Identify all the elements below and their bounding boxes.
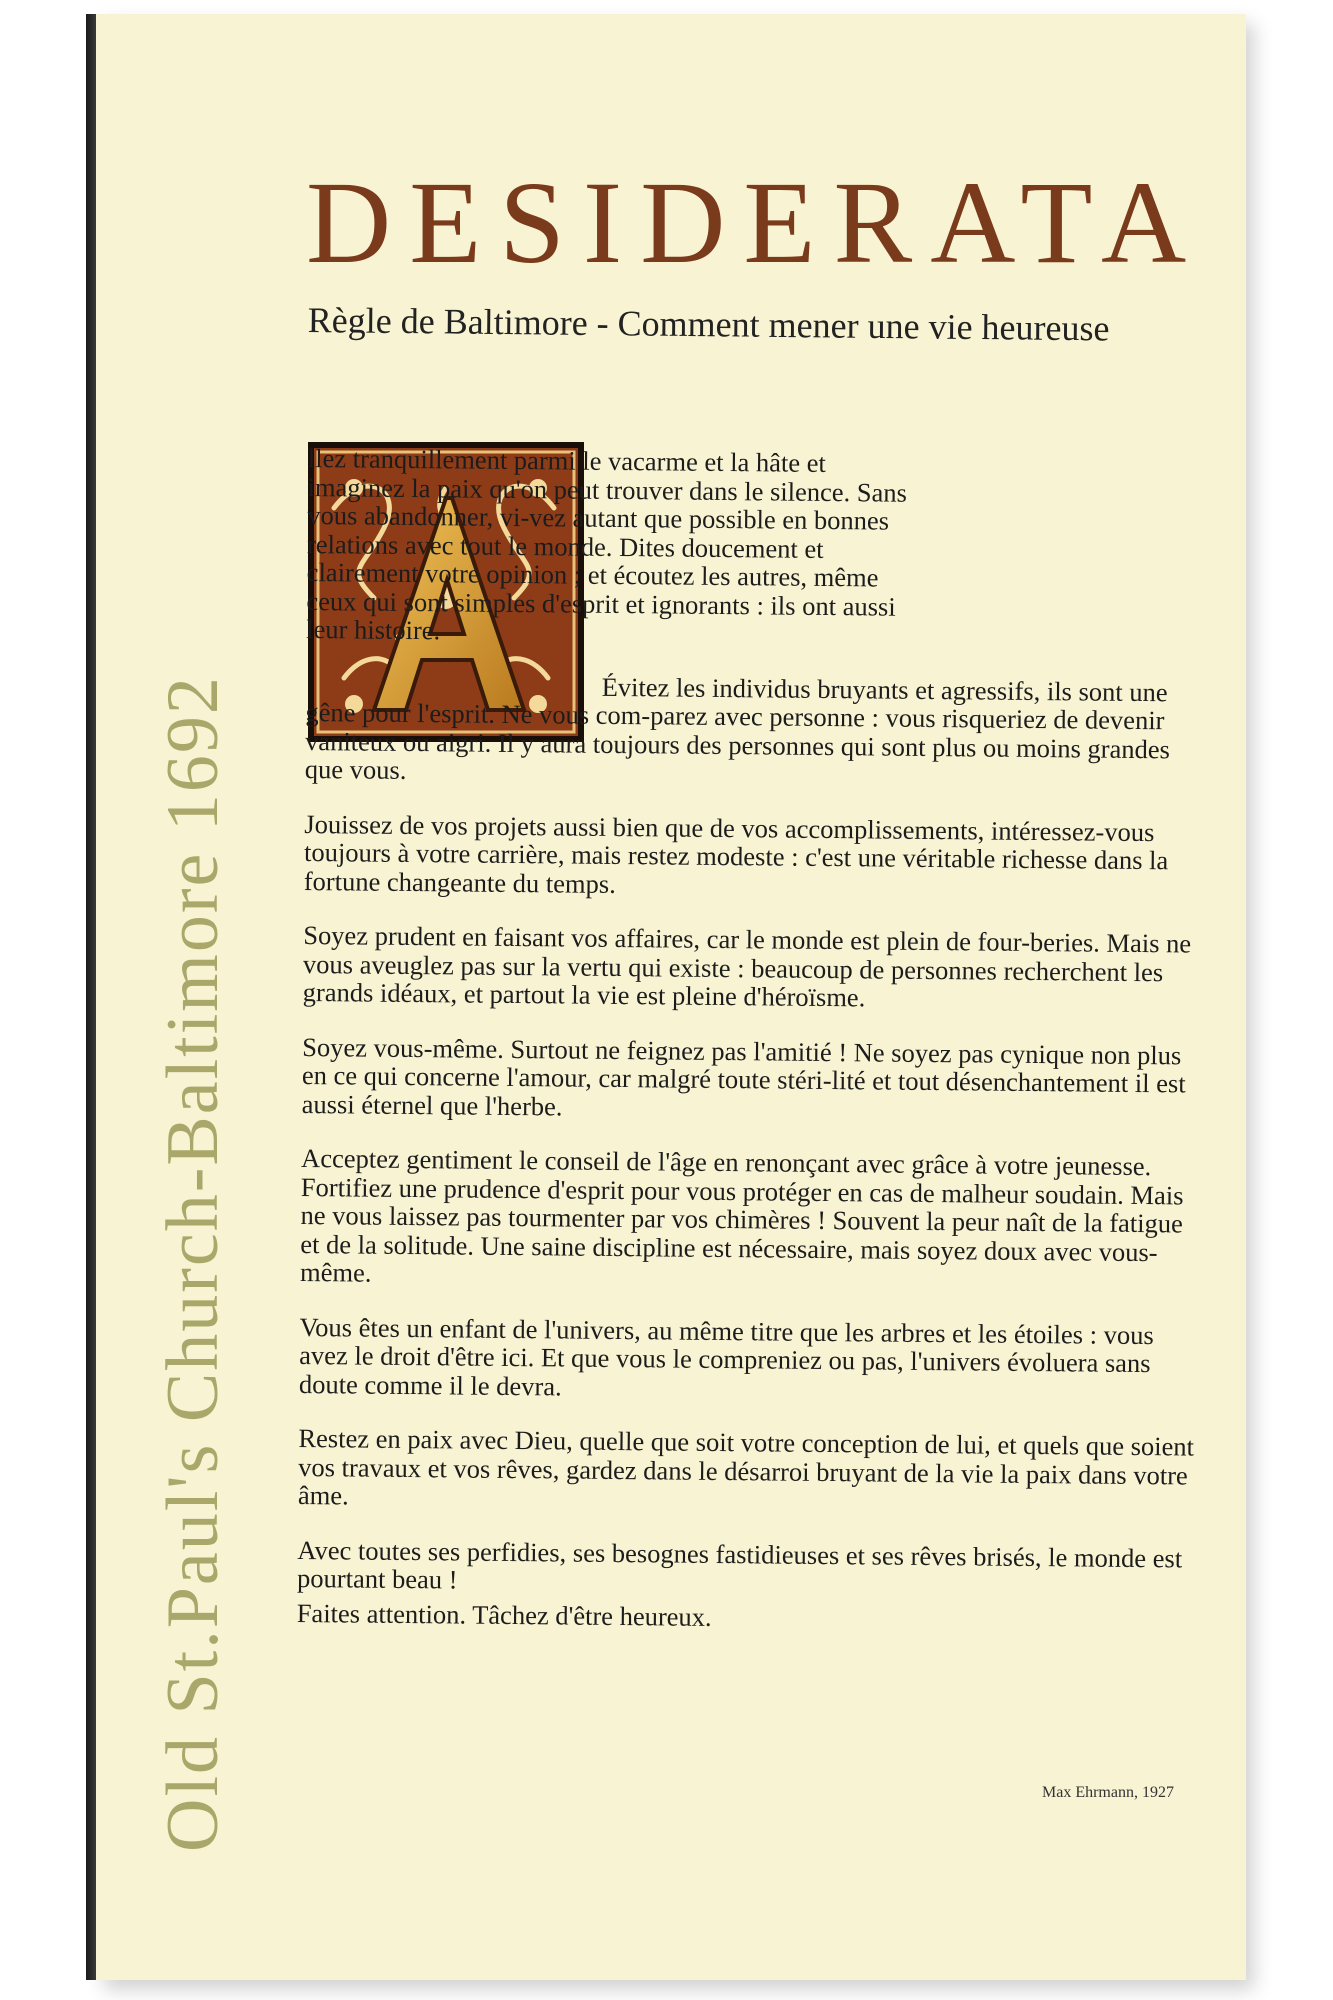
side-title: Old St.Paul's Church-Baltimore 1692: [152, 675, 234, 1852]
poem-body: [296, 444, 1208, 1662]
paragraph-8: Restez en paix avec Dieu, quelle que soit votre conception de lui, et quels que soient vos travaux et vos rêves, gardez dans le désarroi bruyant de la vie la paix dans votre âme.: [297, 1422, 1195, 1511]
poster: [96, 14, 1246, 1980]
paragraph-5: Soyez vous-même. Surtout ne feignez pas l'amitié ! Ne soyez pas cynique non plus en ce qui concerne l'amour, car malgré toute stéri-lité et tout désenchantement il est aussi éternel que l'herbe.: [301, 1031, 1186, 1121]
paragraph-1: llez tranquillement parmi le vacarme et la hâte et imaginez la paix qu'on peut trouver dans le silence. Sans vous abandonner, vi-vez autant que possible en bonnes relations avec tout le monde. Dites doucement et clairement votre opinion ; et écoutez les autres, même ceux qui sont simples d'esprit et ignorants : ils ont aussi leur histoire.: [306, 443, 908, 646]
paragraph-9: Avec toutes ses perfidies, ses besognes fastidieuses et ses rêves brisés, le monde est pourtant beau !: [296, 1534, 1183, 1595]
paragraph-6: Acceptez gentiment le conseil de l'âge en renonçant avec grâce à votre jeunesse. Fortifiez une prudence d'esprit pour vous protéger en cas de malheur soudain. Mais ne vous laissez pas tourmenter par vos chimères ! Souvent la peur naît de la fatigue et de la solitude. Une saine discipline est nécessaire, mais soyez doux avec vous-même.: [299, 1142, 1184, 1288]
page-title: DESIDERATA: [306, 157, 1205, 288]
paragraph-4: Soyez prudent en faisant vos affaires, car le monde est plein de four-beries. Mais ne vous aveuglez pas sur la vertu qui existe : beaucoup de personnes recherchent les grands idéaux, et partout la vie est pleine d'héroïsme.: [302, 919, 1192, 1013]
paragraph-7: Vous êtes un enfant de l'univers, au même titre que les arbres et les étoiles : vous avez le droit d'être ici. Et que vous le compreniez ou pas, l'univers évoluera sans doute comme il le devra.: [298, 1311, 1154, 1401]
paragraph-3: Jouissez de vos projets aussi bien que de vos accomplissements, intéressez-vous toujours à votre carrière, mais restez modeste : c'est une véritable richesse dans la fortune changeante du temps.: [303, 808, 1169, 899]
board-edge: [86, 14, 96, 1980]
paragraph-10: Faites attention. Tâchez d'être heureux.: [296, 1597, 712, 1632]
paragraph-2: Évitez les individus bruyants et agressifs, ils sont une gêne pour l'esprit. Ne vous com-parez avec personne : vous risqueriez de devenir vaniteux ou aigri. Il y aura toujours des personnes qui sont plus ou moins grandes que vous.: [304, 671, 1171, 785]
page-subtitle: Règle de Baltimore - Comment mener une vie heureuse: [307, 299, 1110, 349]
author-signature: Max Ehrmann, 1927: [1042, 1784, 1174, 1801]
